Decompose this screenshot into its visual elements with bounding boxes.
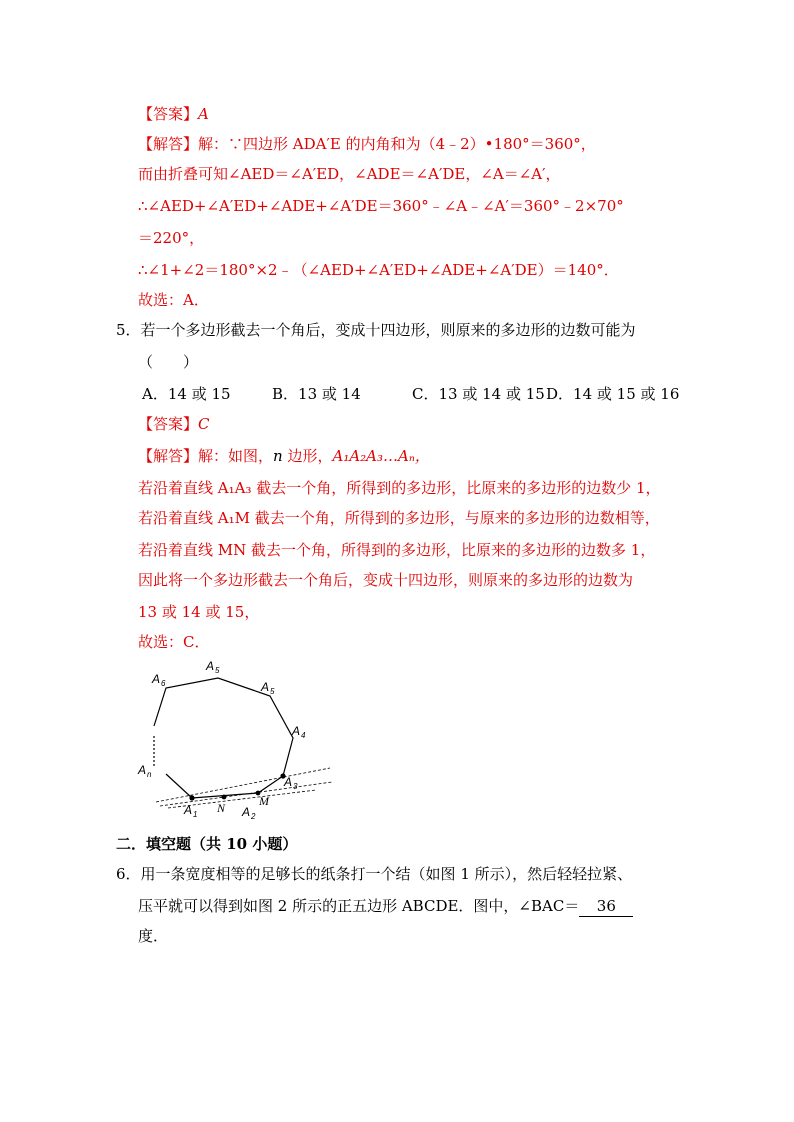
- q6-line-3: 度．: [138, 927, 169, 945]
- variable-n: n: [273, 447, 283, 465]
- label-n: N: [217, 801, 226, 815]
- question-stem: 压平就可以得到如图 2 所示的正五边形 ABCDE．图中，∠BAC＝: [138, 897, 580, 915]
- answer-value: C: [198, 415, 210, 433]
- solution-text: 解：∵四边形 ADA′E 的内角和为（4﹣2）•180°＝360°，: [198, 135, 596, 153]
- answer-blank: [579, 896, 633, 917]
- answer-value: A: [198, 105, 209, 123]
- vertex-sequence: A₁A₂A₃…Aₙ，: [332, 447, 430, 465]
- question-number: 5．: [116, 321, 141, 339]
- point-a1: [189, 795, 194, 800]
- label-a3: $A_3$: [284, 775, 298, 791]
- q5-solution-line-1: [138, 446, 430, 466]
- label-a2: $A_2$: [242, 805, 256, 821]
- question-number: 6．: [116, 865, 141, 883]
- q4-solution-line-3: ∴∠AED+∠A′ED+∠ADE+∠A′DE＝360°﹣∠A﹣∠A′＝360°﹣2×70°: [138, 197, 624, 215]
- polygon-figure: [120, 650, 350, 825]
- q4-answer-line: [138, 104, 209, 124]
- q5-stem: [116, 320, 636, 340]
- q4-solution-line-5: ∴∠1+∠2＝180°×2﹣（∠AED+∠A′ED+∠ADE+∠A′DE）＝140°．: [138, 261, 619, 279]
- answer-label: 【答案】: [138, 105, 199, 123]
- question-stem: 用一条宽度相等的足够长的纸条打一个结（如图 1 所示），然后轻轻拉紧、: [140, 865, 633, 883]
- q4-solution-line-1: [138, 134, 596, 154]
- q6-line-2: [138, 896, 633, 917]
- q5-option-a: A．14 或 15: [142, 385, 231, 403]
- cut-line-a1a3: [156, 768, 330, 802]
- solution-label: 【解答】: [138, 135, 199, 153]
- q5-solution-line-6: 13 或 14 或 15，: [138, 603, 260, 621]
- q5-solution-line-4: 若沿着直线 MN 截去一个角，所得到的多边形，比原来的多边形的边数多 1，: [138, 541, 656, 559]
- solution-label: 【解答】: [138, 447, 199, 465]
- label-m: M: [259, 794, 269, 808]
- q4-solution-line-4: ＝220°，: [138, 229, 205, 247]
- q6-line-1: [116, 864, 632, 884]
- q5-solution-line-5: 因此将一个多边形截去一个角后，变成十四边形，则原来的多边形的边数为: [138, 571, 634, 589]
- q4-solution-line-6: 故选：A．: [138, 291, 209, 309]
- q5-option-b: B．13 或 14: [272, 385, 361, 403]
- q5-option-d: D．14 或 15 或 16: [546, 385, 680, 403]
- label-a1: $A_1$: [184, 803, 198, 819]
- q5-answer-line: [138, 414, 210, 434]
- point-n: [222, 795, 227, 800]
- q5-solution-line-3: 若沿着直线 A₁M 截去一个角，所得到的多边形，与原来的多边形的边数相等，: [138, 509, 660, 527]
- label-a4: $A_4$: [292, 724, 306, 740]
- q5-paren: （ ）: [138, 353, 199, 371]
- q5-option-c: C．13 或 14 或 15: [412, 385, 545, 403]
- label-a5: $A_5$: [261, 680, 275, 696]
- q4-solution-line-2: 而由折叠可知∠AED＝∠A′ED，∠ADE＝∠A′DE，∠A＝∠A′，: [138, 165, 561, 183]
- answer-value: 36: [596, 897, 616, 915]
- label-a5-top: $A_5$: [206, 659, 220, 675]
- q5-solution-line-2: 若沿着直线 A₁A₃ 截去一个角，所得到的多边形，比原来的多边形的边数少 1，: [138, 479, 661, 497]
- solution-text: 边形，: [282, 447, 333, 465]
- label-an: $A_n$: [138, 763, 152, 779]
- section-title: 二．填空题（共 10 小题）: [116, 835, 298, 853]
- answer-label: 【答案】: [138, 415, 199, 433]
- q5-solution-line-7: 故选：C．: [138, 633, 210, 651]
- question-stem: 若一个多边形截去一个角后，变成十四边形，则原来的多边形的边数可能为: [140, 321, 636, 339]
- solution-text: 解：如图，: [198, 447, 274, 465]
- label-a6: $A_6$: [152, 672, 166, 688]
